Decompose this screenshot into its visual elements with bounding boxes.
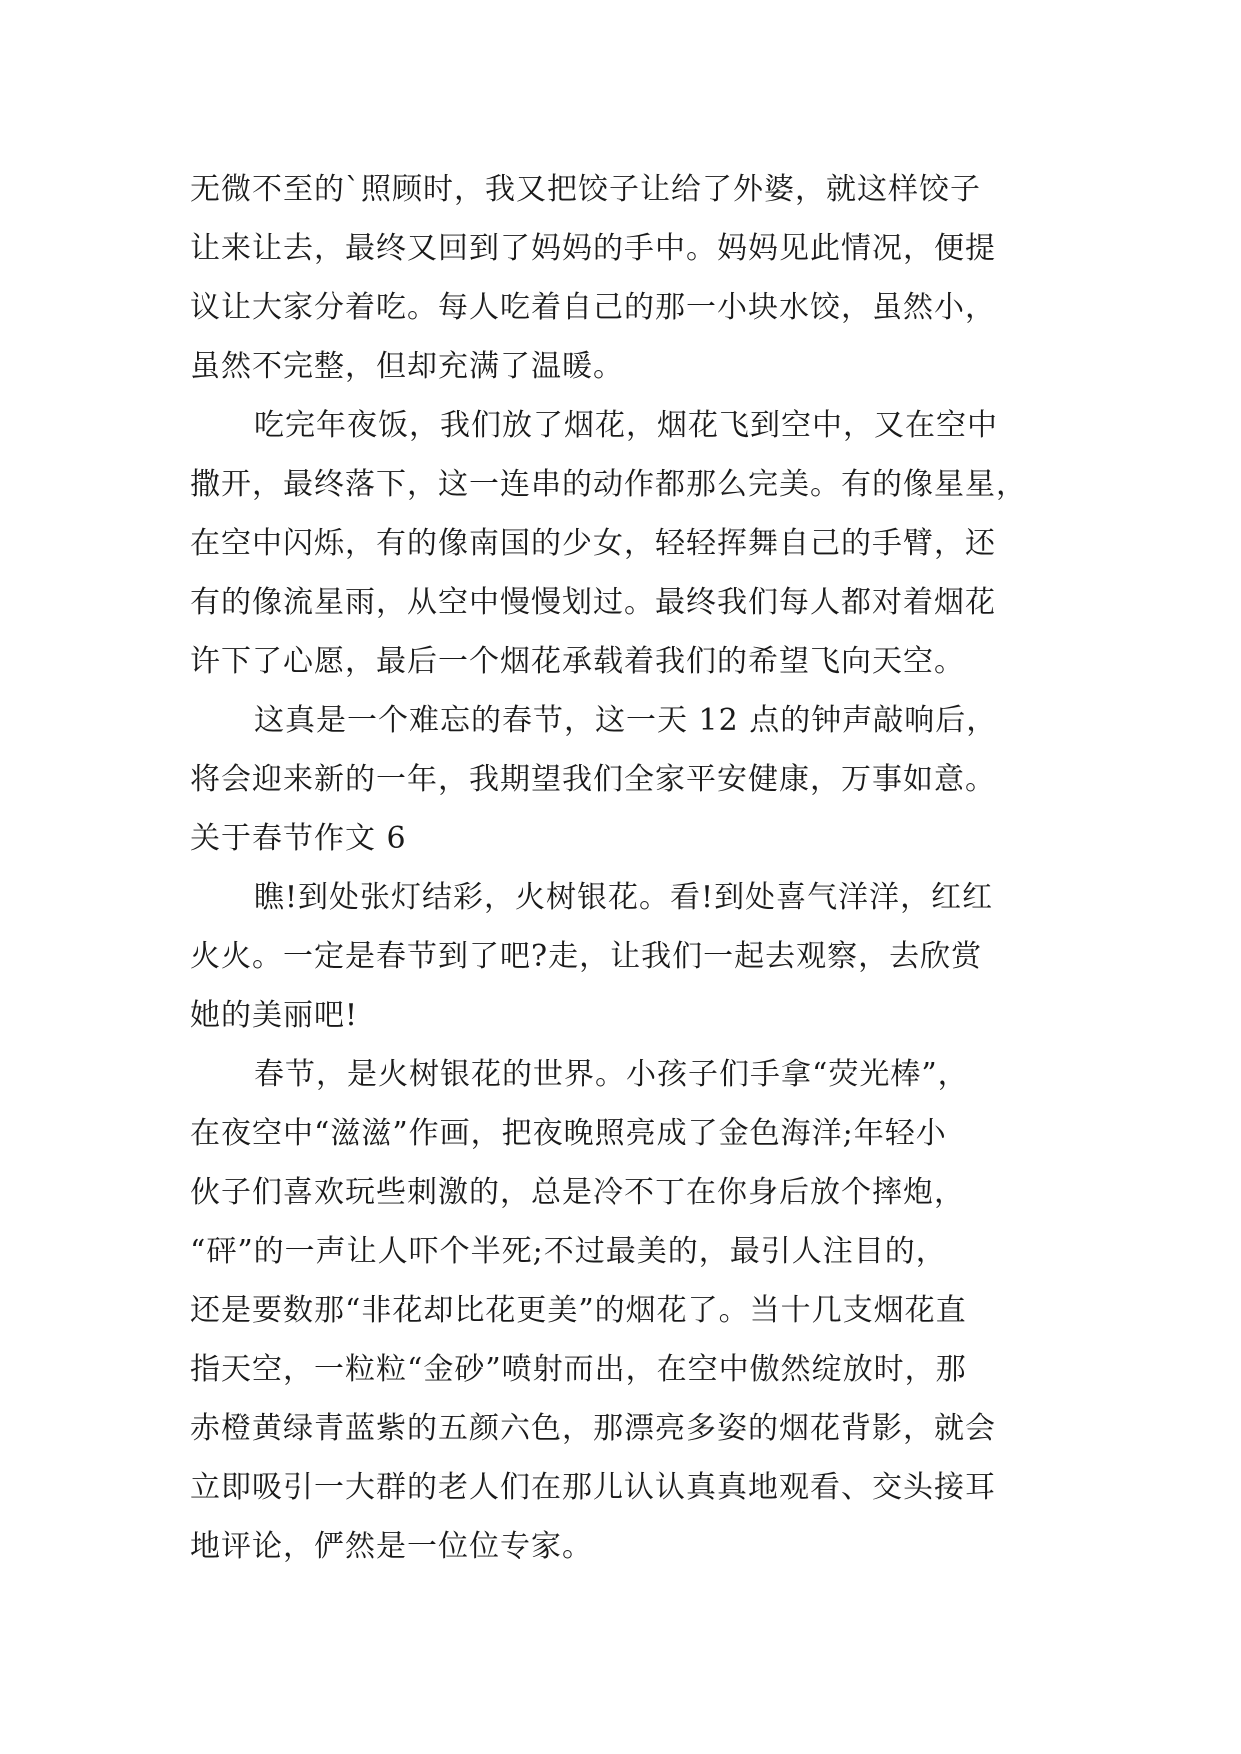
paragraph-first-line: 吃完年夜饭，我们放了烟花，烟花飞到空中，又在空中: [254, 408, 998, 443]
text-line: 火火。一定是春节到了吧?走，让我们一起去观察，去欣赏: [190, 939, 983, 974]
paragraph-first-line: 这真是一个难忘的春节，这一天 12 点的钟声敲响后，: [254, 703, 998, 738]
text-line: 撒开，最终落下，这一连串的动作都那么完美。有的像星星，: [190, 467, 1027, 502]
text-line: 在夜空中“滋滋”作画，把夜晚照亮成了金色海洋;年轻小: [190, 1116, 947, 1151]
text-line: 有的像流星雨，从空中慢慢划过。最终我们每人都对着烟花: [190, 585, 996, 620]
text-line: 让来让去，最终又回到了妈妈的手中。妈妈见此情况，便提: [190, 231, 996, 266]
text-line: 指天空，一粒粒“金砂”喷射而出，在空中傲然绽放时，那: [190, 1352, 967, 1387]
section-heading: 关于春节作文 6: [190, 821, 407, 856]
text-line: 赤橙黄绿青蓝紫的五颜六色，那漂亮多姿的烟花背影，就会: [190, 1411, 996, 1446]
text-line: 伙子们喜欢玩些刺激的，总是冷不丁在你身后放个摔炮，: [190, 1175, 965, 1210]
text-line: 许下了心愿，最后一个烟花承载着我们的希望飞向天空。: [190, 644, 965, 679]
text-line: “砰”的一声让人吓个半死;不过最美的，最引人注目的，: [190, 1234, 947, 1269]
text-line: 还是要数那“非花却比花更美”的烟花了。当十几支烟花直: [190, 1293, 967, 1328]
text-line: 在空中闪烁，有的像南国的少女，轻轻挥舞自己的手臂，还: [190, 526, 996, 561]
text-line: 立即吸引一大群的老人们在那儿认认真真地观看、交头接耳: [190, 1470, 996, 1505]
text-line: 无微不至的`照顾时，我又把饺子让给了外婆，就这样饺子: [190, 172, 981, 207]
document-body: [190, 160, 1070, 1576]
text-line: 将会迎来新的一年，我期望我们全家平安健康，万事如意。: [190, 762, 996, 797]
paragraph-first-line: 瞧!到处张灯结彩，火树银花。看!到处喜气洋洋，红红: [254, 880, 994, 915]
text-line: 她的美丽吧!: [190, 998, 359, 1033]
text-line: 地评论，俨然是一位位专家。: [190, 1529, 593, 1564]
paragraph-first-line: 春节，是火树银花的世界。小孩子们手拿“荧光棒”，: [254, 1057, 969, 1092]
text-line: 虽然不完整，但却充满了温暖。: [190, 349, 624, 384]
text-line: 议让大家分着吃。每人吃着自己的那一小块水饺，虽然小，: [190, 290, 996, 325]
